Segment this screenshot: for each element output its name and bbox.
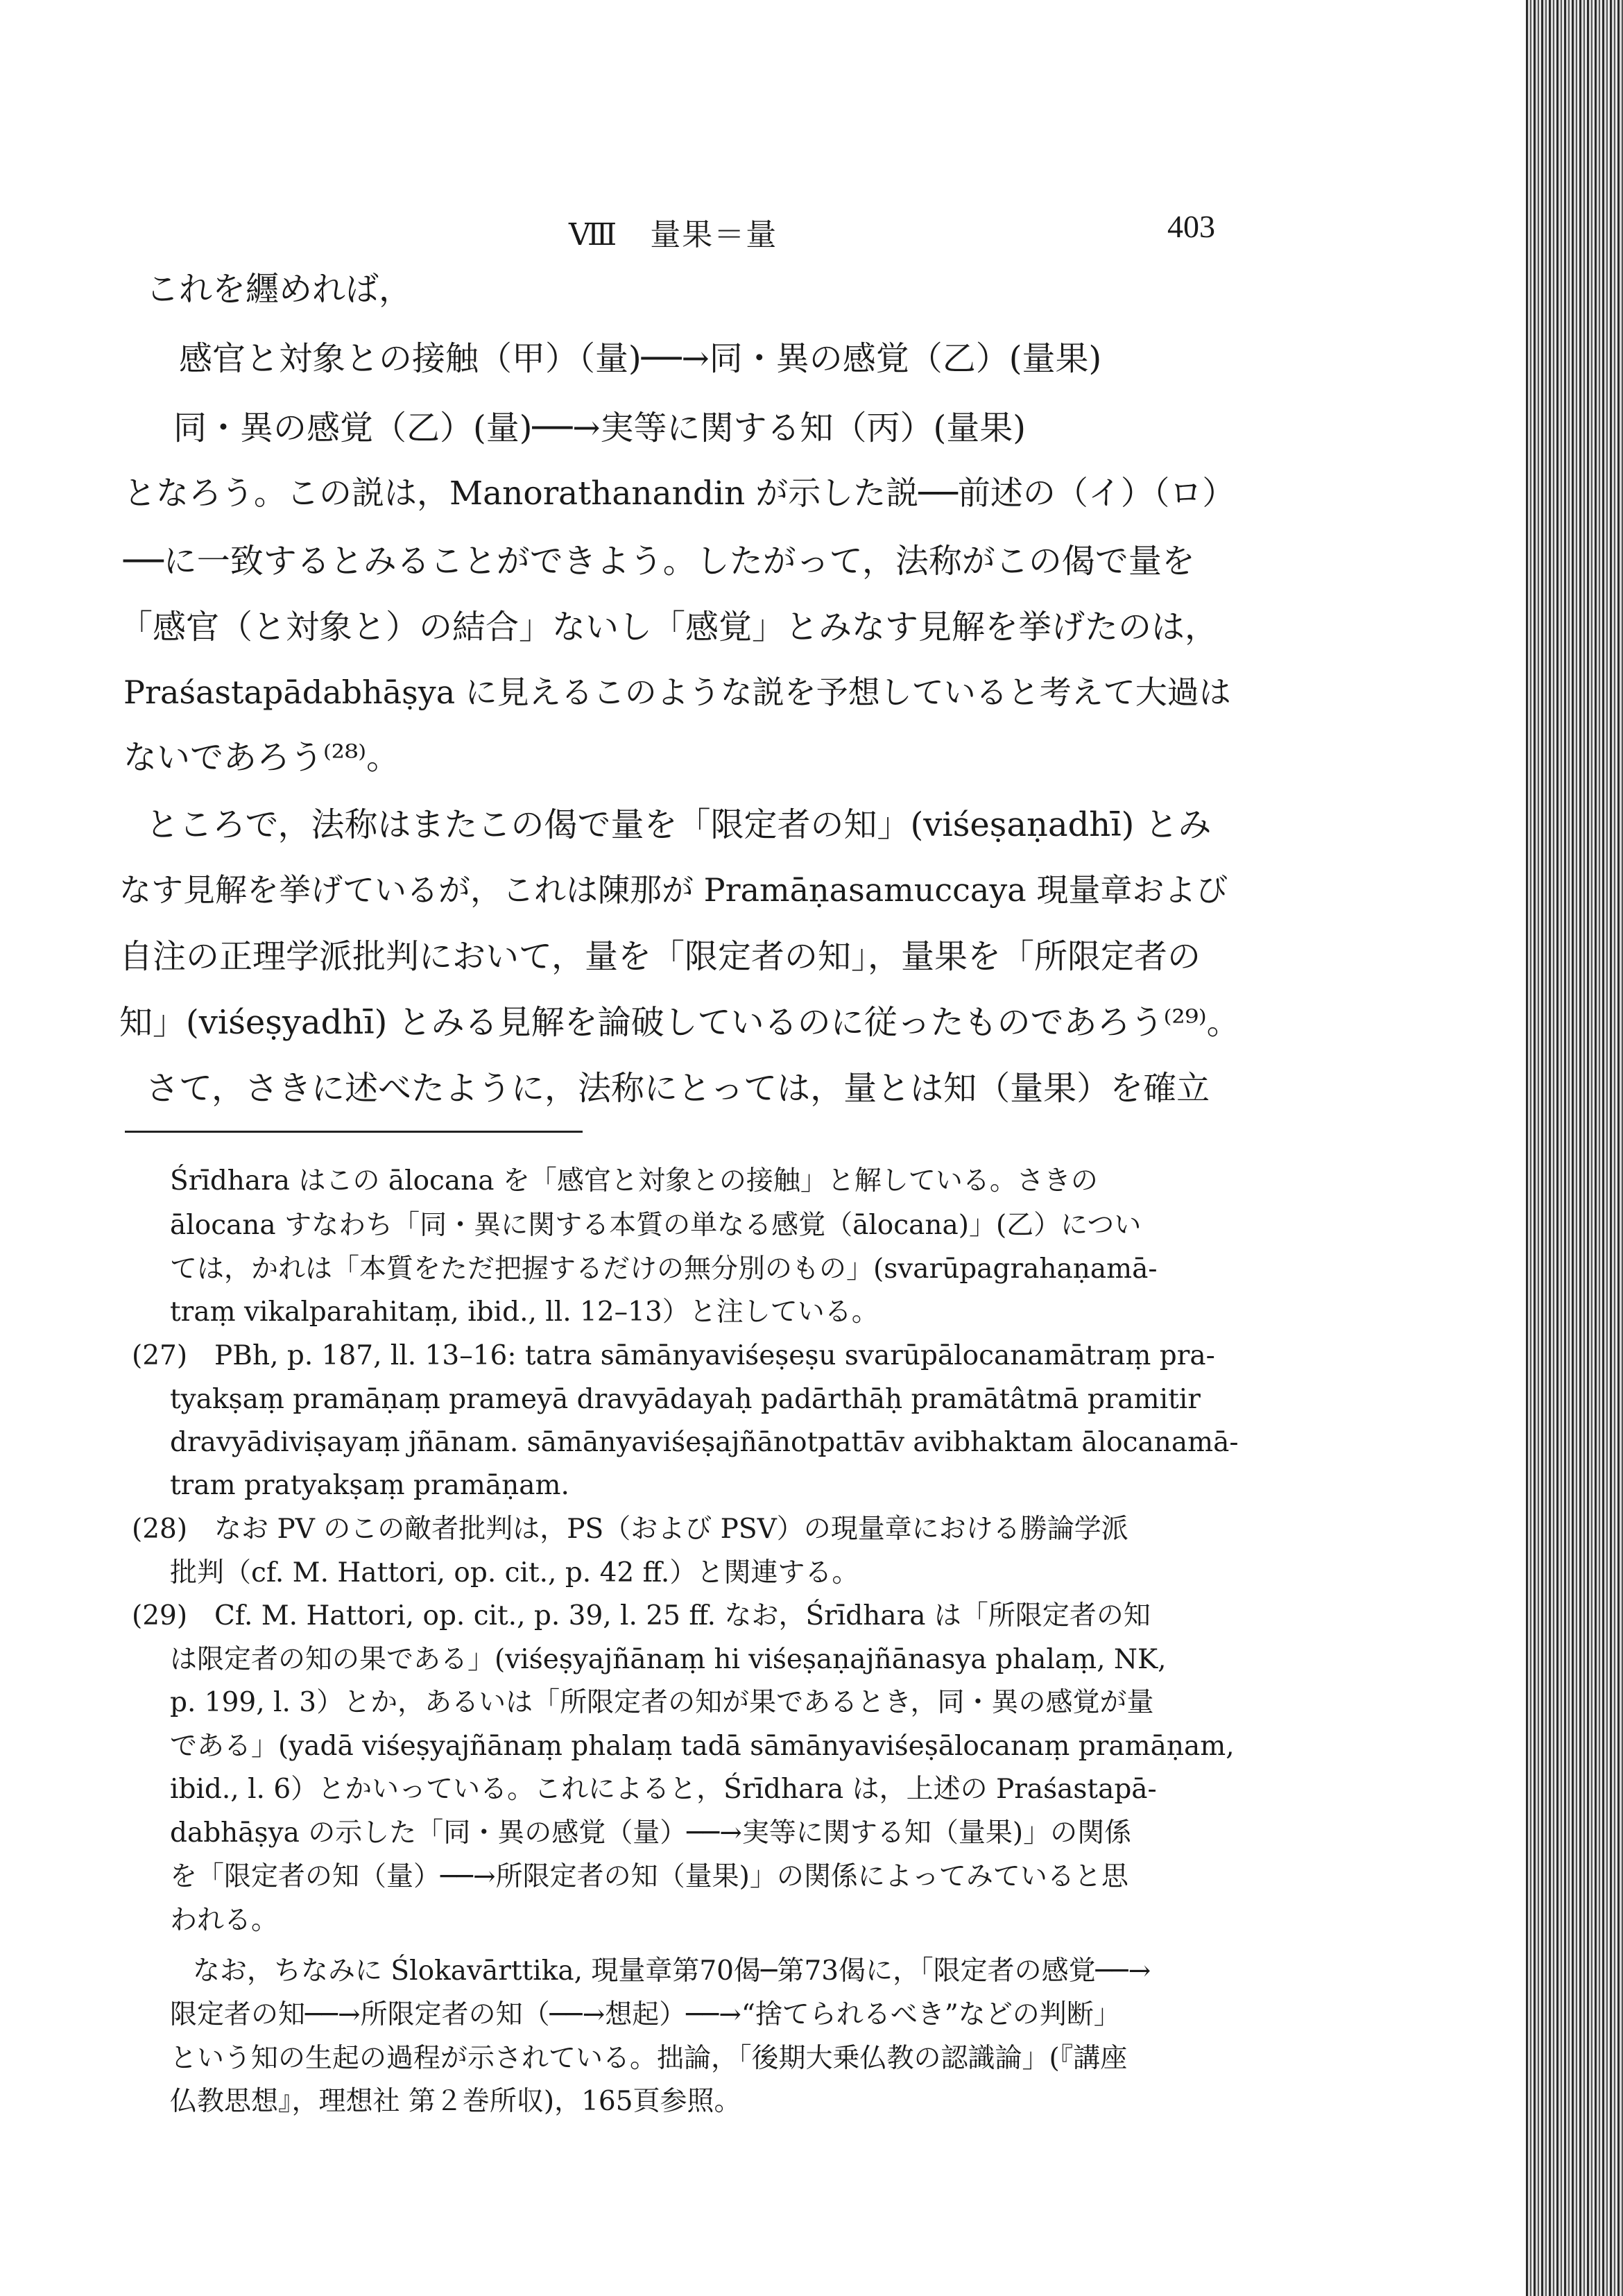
body-line: 「感官（と対象と）の結合」ないし「感覚」とみなす見解を挙げたのは， (119, 608, 1219, 646)
footnote-line: 批判（cf. M. Hattori, op. cit., p. 42 ff.）と関連する。 (170, 1557, 859, 1588)
footnote-line: 限定者の知──→所限定者の知（──→想起）──→“捨てられるべき”などの判断」 (170, 1999, 1121, 2030)
body-line: なす見解を挙げているが，これは陳那が Pramāṇasamuccaya 現量章および (119, 871, 1228, 909)
body-line: 自注の正理学派批判において，量を「限定者の知」，量果を「所限定者の (119, 937, 1201, 976)
body-line: 感官と対象との接触（甲）（量)──→同・異の感覚（乙）(量果) (179, 339, 1102, 378)
footnote-line: 仏教思想』，理想社 第２巻所収)，165頁参照。 (170, 2086, 741, 2117)
footnote-line: われる。 (170, 1905, 279, 1936)
body-line: これを纒めれば， (146, 270, 413, 309)
body-line: 知」(viśeṣyadhī) とみる見解を論破しているのに従ったものであろう⁽²⁹⁾。 (119, 1003, 1240, 1042)
footnote-line: p. 199, l. 3）とか，あるいは「所限定者の知が果であるとき，同・異の感覚が量 (170, 1687, 1154, 1718)
footnote-27: (27) PBh, p. 187, ll. 13–16: tatra sāmānyaviśeṣeṣu svarūpālocanamātraṃ pra- (132, 1340, 1215, 1371)
footnote-line: を「限定者の知（量）──→所限定者の知（量果)」の関係によってみていると思 (170, 1861, 1128, 1892)
page-number: 403 (1167, 209, 1215, 244)
footnote-line: ibid., l. 6）とかいっている。これによると，Śrīdhara は，上述の Praśastapā- (170, 1774, 1157, 1805)
footnote-line: dravyādiviṣayaṃ jñānam. sāmānyaviśeṣajñānotpattāv avibhaktam ālocanamā- (170, 1427, 1239, 1458)
footnote-line: ては，かれは「本質をただ把握するだけの無分別のもの」(svarūpagrahaṇamā- (170, 1253, 1158, 1285)
footnote-28: (28) なお PV のこの敵者批判は，PS（および PSV）の現量章における勝論学派 (132, 1514, 1128, 1545)
footnote-line: という知の生起の過程が示されている。拙論，「後期大乗仏教の認識論」(『講座 (170, 2043, 1128, 2074)
footnote-line: traṃ vikalparahitaṃ, ibid., ll. 12–13）と注している。 (170, 1296, 879, 1328)
footnote-29: (29) Cf. M. Hattori, op. cit., p. 39, l. 25 ff. なお，Śrīdhara は「所限定者の知 (132, 1600, 1151, 1631)
footnote-separator (125, 1131, 583, 1133)
running-header-chapter: Ⅷ 量果＝量 (569, 217, 778, 252)
footnote-line: tram pratyakṣaṃ pramāṇam. (170, 1470, 569, 1501)
footnote-line: dabhāṣya の示した「同・異の感覚（量）──→実等に関する知（量果)」の関係 (170, 1817, 1132, 1849)
footnote-line: である」(yadā viśeṣyajñānaṃ phalaṃ tadā sāmānyaviśeṣālocanaṃ pramāṇam, (170, 1731, 1235, 1762)
body-line: ところで，法称はまたこの偈で量を「限定者の知」(viśeṣaṇadhī) とみ (146, 805, 1212, 844)
body-line: ないであろう⁽²⁸⁾。 (123, 738, 400, 777)
body-line: ──に一致するとみることができよう。したがって，法称がこの偈で量を (123, 542, 1195, 581)
body-line: さて，さきに述べたように，法称にとっては，量とは知（量果）を確立 (146, 1069, 1210, 1108)
footnote-line: は限定者の知の果である」(viśeṣyajñānaṃ hi viśeṣaṇajñānasya phalaṃ, NK, (170, 1644, 1167, 1675)
body-line: となろう。この説は，Manorathanandin が示した説──前述の（イ）（ロ） (123, 474, 1235, 513)
footnote-line: Śrīdhara はこの ālocana を「感官と対象との接触」と解している。さきの (170, 1165, 1098, 1197)
footnote-line: なお，ちなみに Ślokavārttika, 現量章第70偈─第73偈に，「限定者の感覚──→ (193, 1955, 1151, 1987)
footnote-line: tyakṣaṃ pramāṇaṃ prameyā dravyādayaḥ padārthāḥ pramātâtmā pramitir (170, 1384, 1201, 1415)
body-line: Praśastapādabhāṣya に見えるこのような説を予想していると考えて大過は (123, 674, 1231, 711)
body-line: 同・異の感覚（乙）(量)──→実等に関する知（丙）(量果) (173, 409, 1026, 447)
book-binding-edge (1526, 0, 1623, 2296)
footnote-line: ālocana すなわち「同・異に関する本質の単なる感覚（ālocana)」(乙）につい (170, 1210, 1142, 1241)
